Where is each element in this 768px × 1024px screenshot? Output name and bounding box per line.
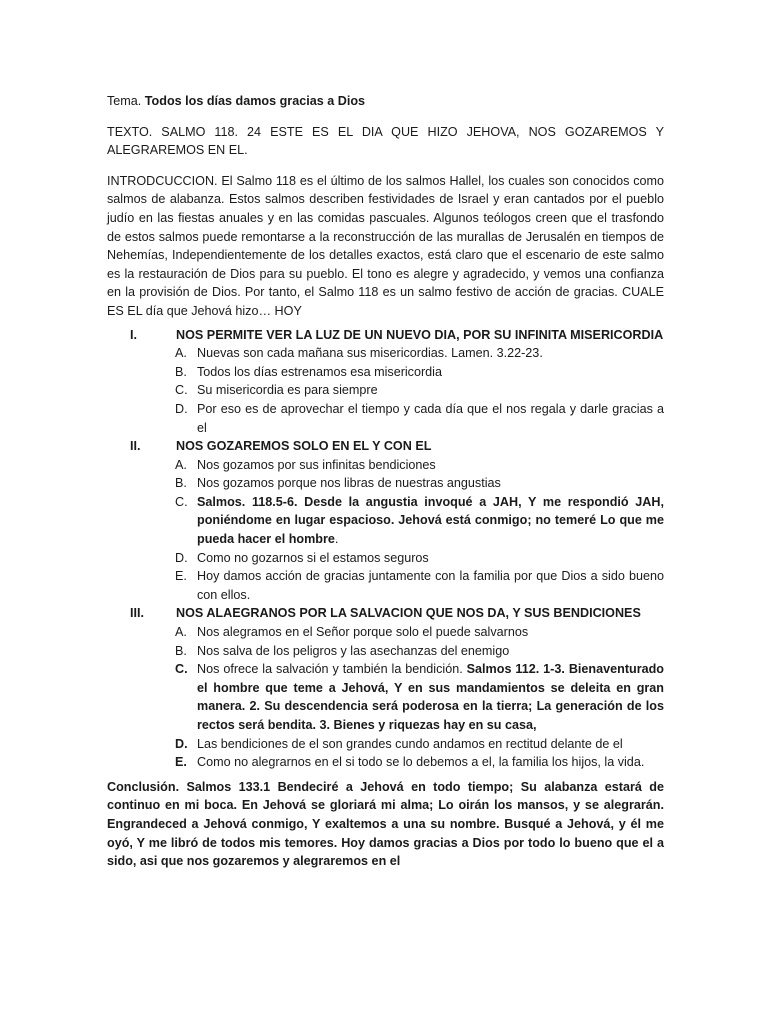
- section-items: [107, 344, 664, 437]
- item-text: Las bendiciones de el son grandes cundo andamos en rectitud delante de el: [197, 736, 623, 751]
- section-heading-text: NOS GOZAREMOS SOLO EN EL Y CON EL: [176, 439, 432, 454]
- introduction-paragraph: INTRODCUCCION. El Salmo 118 es el último de los salmos Hallel, los cuales son conocidos como salmos de alabanza. Estos salmos describen festividades de Israel y eran cantados por el pueblo judío en las fiestas anuales y en las comidas pascuales. Algunos teólogos creen que el trasfondo de estos salmos puede remontarse a la reconstrucción de las murallas de Jerusalén en tiempos de Nehemías, Independientemente de los detalles exactos, está claro que el escenario de este salmo es la restauración de Dios para su pueblo. El tono es alegre y agradecido, y vemos una confianza en la provisión de Dios. Por tanto, el Salmo 118 es un salmo festivo de acción de gracias. CUALE ES EL día que Jehová hizo… HOY: [107, 173, 664, 318]
- list-item: [107, 474, 664, 493]
- item-letter: D.: [175, 550, 188, 565]
- item-letter: A.: [175, 457, 187, 472]
- title-prefix: Tema.: [107, 94, 142, 108]
- item-text: Todos los días estrenamos esa misericordia: [197, 364, 442, 379]
- item-text: Como no gozarnos si el estamos seguros: [197, 550, 429, 565]
- sermon-title: [107, 92, 664, 111]
- section-items: [107, 623, 664, 772]
- title-text: Todos los días damos gracias a Dios: [144, 94, 366, 108]
- list-item: [107, 642, 664, 661]
- section-heading-text: NOS PERMITE VER LA LUZ DE UN NUEVO DIA, POR SU INFINITA MISERICORDIA: [176, 327, 664, 342]
- item-letter: A.: [175, 625, 187, 640]
- item-letter: D.: [175, 736, 188, 751]
- item-bold-text: Salmos. 118.5-6. Desde la angustia invoqué a JAH, Y me respondió JAH, poniéndome en lugar espacioso. Jehová está conmigo; no temeré Lo que me pueda hacer el hombre: [197, 494, 664, 547]
- item-text: Nos alegramos en el Señor porque solo el puede salvarnos: [197, 625, 529, 640]
- item-letter: B.: [175, 643, 187, 658]
- list-item: [107, 363, 664, 382]
- list-item: [107, 735, 664, 754]
- item-text: Hoy damos acción de gracias juntamente con la familia por que Dios a sido bueno con ellos.: [197, 569, 664, 602]
- item-bold-text: Salmos 112. 1-3. Bienaventurado el hombre que teme a Jehová, Y en sus mandamientos se deleita en gran manera. 2. Su descendencia será poderosa en la tierra; La generación de los rectos será bendita. 3. Bienes y riquezas hay en su casa,: [197, 662, 665, 732]
- list-item: [107, 567, 664, 604]
- item-text: Nuevas son cada mañana sus misericordias. Lamen. 3.22-23.: [197, 346, 543, 361]
- item-letter: A.: [175, 346, 187, 361]
- section-items: [107, 456, 664, 605]
- section-number: II.: [130, 439, 141, 454]
- list-item: [107, 456, 664, 475]
- item-letter: B.: [175, 364, 187, 379]
- outline-section-3: [107, 604, 664, 771]
- item-text: Nos gozamos por sus infinitas bendiciones: [197, 457, 436, 472]
- list-item: [107, 381, 664, 400]
- item-text-tail: .: [334, 532, 339, 547]
- item-text: Como no alegrarnos en el si todo se lo debemos a el, la familia los hijos, la vida.: [197, 755, 645, 770]
- list-item: [107, 623, 664, 642]
- item-text: Su misericordia es para siempre: [197, 383, 378, 398]
- section-number: I.: [130, 327, 137, 342]
- section-heading: [107, 326, 664, 345]
- list-item: [107, 660, 664, 734]
- item-text: Por eso es de aprovechar el tiempo y cada día que el nos regala y darle gracias a el: [197, 401, 664, 435]
- list-item: [107, 549, 664, 568]
- item-letter: B.: [175, 476, 187, 491]
- section-heading: [107, 604, 664, 623]
- outline-section-1: [107, 326, 664, 438]
- list-item: [107, 400, 664, 437]
- list-item: [107, 344, 664, 363]
- scripture-text: TEXTO. SALMO 118. 24 ESTE ES EL DIA QUE HIZO JEHOVA, NOS GOZAREMOS Y ALEGRAREMOS EN EL.: [107, 124, 664, 158]
- list-item: [107, 753, 664, 772]
- section-number: III.: [130, 606, 144, 621]
- section-heading-text: NOS ALAEGRANOS POR LA SALVACION QUE NOS DA, Y SUS BENDICIONES: [176, 606, 641, 621]
- item-letter: E.: [175, 755, 187, 770]
- item-text: Nos salva de los peligros y las asechanzas del enemigo: [197, 643, 510, 658]
- list-item: [107, 493, 664, 549]
- section-heading: [107, 437, 664, 456]
- item-text: Nos ofrece la salvación y también la bendición.: [197, 662, 467, 677]
- conclusion-paragraph: Conclusión. Salmos 133.1 Bendeciré a Jehová en todo tiempo; Su alabanza estará de continuo en mi boca. En Jehová se gloriará mi alma; Lo oirán los mansos, y se alegrarán. Engrandeced a Jehová conmigo, Y exaltemos a una su nombre. Busqué a Jehová, y él me oyó, Y me libró de todos mis temores. Hoy damos gracias a Dios por todo lo bueno que el a sido, asi que nos gozaremos y alegraremos en el: [107, 779, 664, 869]
- item-letter: C.: [175, 494, 188, 509]
- item-letter: E.: [175, 569, 187, 584]
- outline-section-2: [107, 437, 664, 604]
- item-letter: C.: [175, 383, 188, 398]
- item-letter: D.: [175, 401, 188, 416]
- item-letter: C.: [175, 662, 188, 677]
- item-text: Nos gozamos porque nos libras de nuestras angustias: [197, 476, 501, 491]
